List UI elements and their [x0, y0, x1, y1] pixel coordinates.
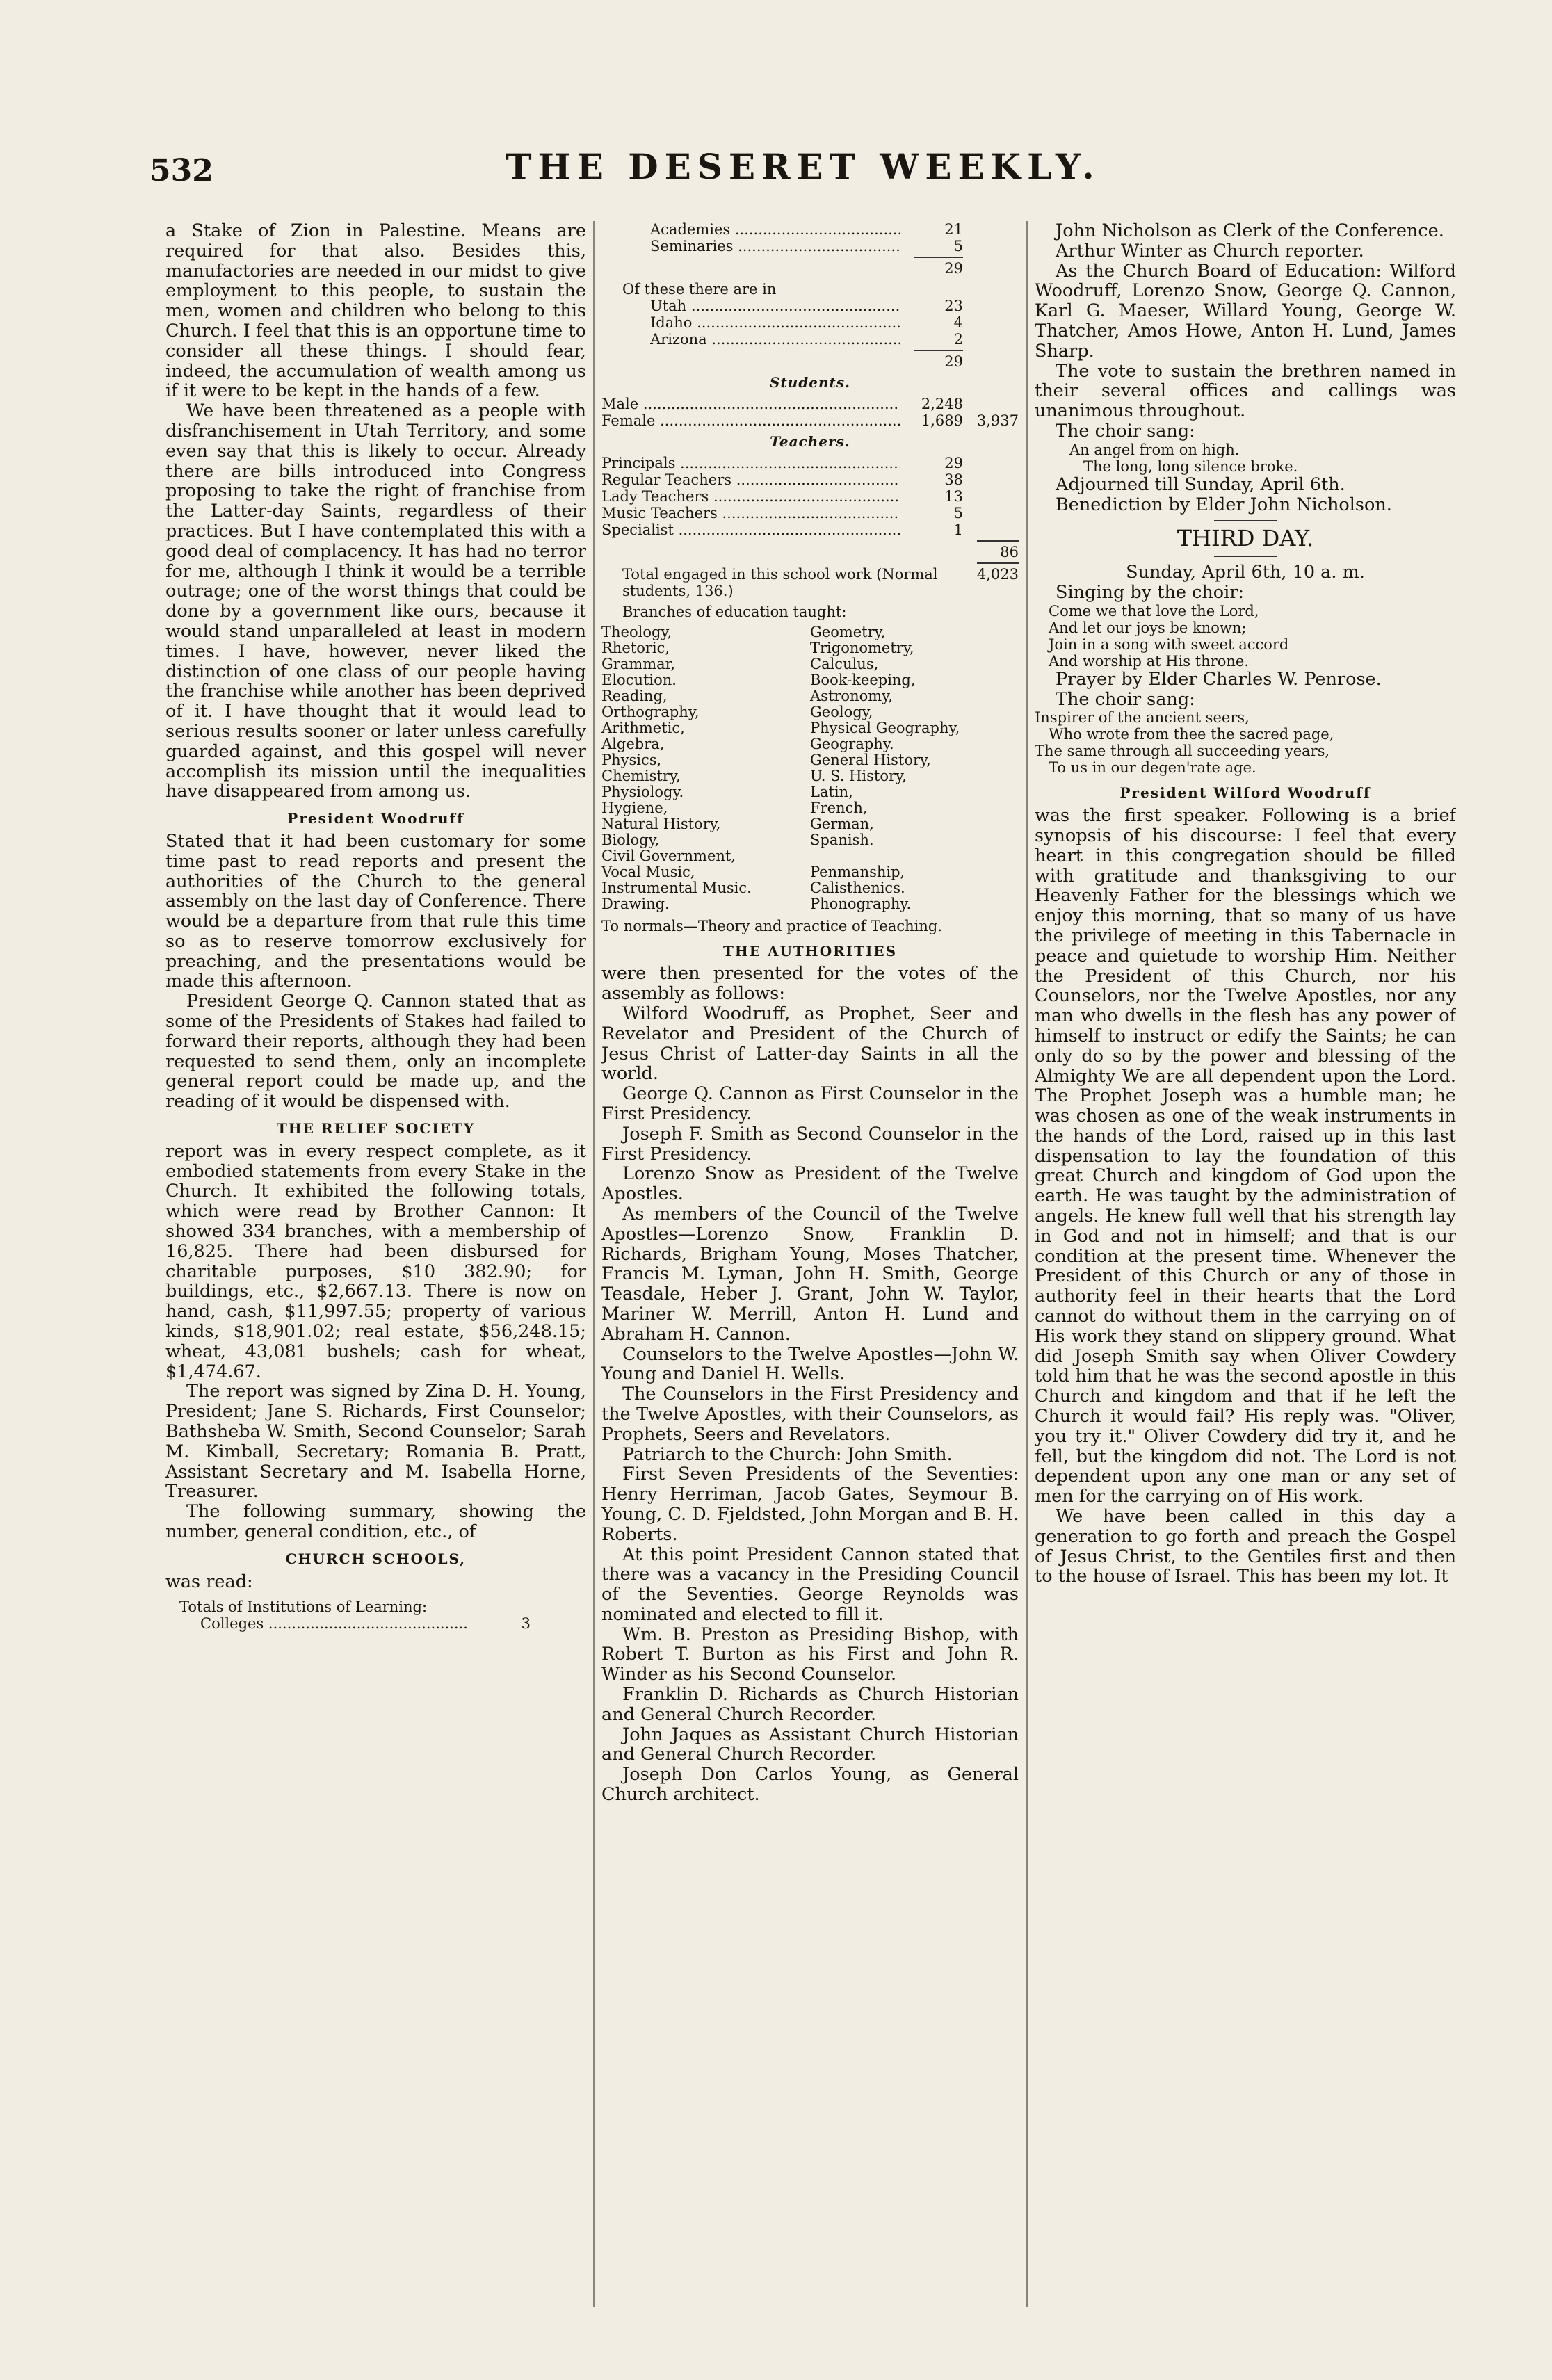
row-label: Specialist .....: [601, 521, 900, 538]
states-table: [601, 298, 1019, 370]
row-label: Total engaged in this school work (Normal students, 136.): [622, 565, 938, 599]
paragraph: The choir sang:: [1056, 420, 1195, 442]
section-heading: THE AUTHORITIES: [722, 942, 898, 960]
row-label: Lady Teachers .....: [601, 488, 900, 505]
column-2: [601, 221, 1019, 2335]
row-label: Seminaries .....: [650, 238, 900, 254]
list-item: Orthography,: [601, 703, 700, 720]
row-value: 1,689: [921, 412, 963, 429]
row-label: Male .....: [601, 396, 900, 412]
table-heading: Totals of Institutions of Learning:: [179, 1598, 428, 1616]
paragraph: Prayer by Elder Charles W. Penrose.: [1056, 668, 1382, 690]
verse-line: An angel from on high.: [1069, 441, 1240, 458]
paragraph: was read:: [165, 1571, 253, 1592]
verse-line: And worship at His throne.: [1049, 652, 1249, 670]
list-item: Latin,: [810, 783, 853, 800]
paragraph: The Counselors in the First Presidency and the Twelve Apostles, with their Counselors, as Prophets, Seers and Revelators.: [601, 1384, 1019, 1445]
verse-line: And let our joys be known;: [1049, 619, 1247, 636]
paragraph: Singing by the choir:: [1056, 581, 1245, 603]
table-row: [601, 505, 1019, 521]
paragraph: President George Q. Cannon stated that as some of the Presidents of Stakes had failed to forward their reports, although they had been requested to send them, only an incomplete general report could be made up, and the reading of it would be dispensed with.: [165, 991, 586, 1112]
verse-line: To us in our degen'rate age.: [1049, 759, 1256, 777]
page-number: 532: [149, 153, 213, 188]
verse-line: Come we that love the Lord,: [1049, 602, 1259, 620]
paragraph: report was in every respect complete, as it embodied statements from every Stake in the Church. It exhibited the following totals, which were read by Brother Cannon: It showed 334 branches, with a membership of 16,825. There had been disbursed for charitable purposes, $10 382.90; for buildings, etc., $2,667.13. There is now on hand, cash, $11,997.55; property of various kinds, $18,901.02; real estate, $56,248.15; wheat, 43,081 bushels; cash for wheat, $1,474.67.: [165, 1140, 586, 1382]
paragraph: Lorenzo Snow as President of the Twelve Apostles.: [601, 1163, 1019, 1205]
list-item: Physiology.: [601, 783, 684, 800]
section-heading: President Woodruff: [287, 810, 464, 827]
paragraph: As the Church Board of Education: Wilford Woodruff, Lorenzo Snow, George Q. Cannon, Karl G. Maeser, Willard Young, George W. Thatcher, Amos Howe, Anton H. Lund, James Sharp.: [1035, 260, 1456, 362]
table-heading: Students.: [770, 374, 850, 391]
row-value: 2: [953, 331, 963, 348]
list-item: Vocal Music,: [601, 863, 695, 880]
table-row: [650, 314, 1019, 331]
list-item: Penmanship,: [810, 863, 905, 880]
list-item: Geology,: [810, 703, 873, 720]
list-item: U. S. History,: [810, 767, 907, 784]
paragraph: Franklin D. Richards as Church Historian and General Church Recorder.: [601, 1684, 1019, 1725]
list-item: Hygiene,: [601, 799, 668, 816]
table-row: [601, 566, 1019, 599]
verse-line: Who wrote from thee the sacred page,: [1049, 726, 1334, 743]
table-row: [650, 298, 1019, 314]
table-row: [650, 238, 1019, 254]
list-item: Astronomy,: [810, 687, 893, 704]
row-value: 5: [953, 238, 963, 254]
row-label: Regular Teachers .....: [601, 471, 900, 488]
row-value: 5: [953, 504, 963, 521]
paragraph: Arthur Winter as Church reporter.: [1056, 240, 1364, 261]
section-heading: President Wilford Woodruff: [1119, 784, 1371, 802]
table-heading: Branches of education taught:: [622, 603, 847, 620]
list-item: General History,: [810, 751, 931, 768]
hymn-verse: [1035, 603, 1456, 670]
list-item: [810, 848, 1019, 864]
list-item: Natural History,: [601, 815, 721, 832]
row-value: 29: [944, 454, 963, 471]
paragraph: was the first speaker. Following is a brief synopsis of his discourse: I feel that every heart in this congregation should be filled with gratitude and thanksgiving to our Heavenly Father for the blessings which we enjoy this morning, that so many of us have the privilege of meeting in this Tabernacle in peace and quietude to worship Him. Neither the President of this Church, nor his Counselors, nor the Twelve Apostles, nor any man who dwells in the flesh has any power of himself to instruct or edify the Saints; he can only do so by the power and blessing of the Almighty We are all dependent upon the Lord. The Prophet Joseph was a humble man; he was chosen as one of the weak instruments in the hands of the Lord, raised up in this last dispensation to lay the foundation of this great Church and kingdom of God upon the earth. He was taught by the administration of angels. He knew full well that his strength lay in God and not in himself; and that is our condition at the present time. Whenever the President of this Church or any of those in authority feel in their hearts that the Lord cannot do without them in the carrying on of His work they stand on slippery ground. What did Joseph Smith say when Oliver Cowdery told him that he was the second apostle in this Church and kingdom and that if he left the Church it would fail? His reply was. "Oliver, you try it." Oliver Cowdery did try it, and he fell, but the kingdom did not. The Lord is not dependent upon any one man or any set of men for the carrying on of His work.: [1035, 805, 1456, 1507]
row-label: Academies .....: [650, 221, 900, 238]
table-row: [601, 455, 1019, 471]
paragraph: Wilford Woodruff, as Prophet, Seer and Revelator and President of the Church of Jesus Christ of Latter-day Saints in all the world.: [601, 1003, 1019, 1085]
table-row: [650, 353, 1019, 370]
paragraph: The report was signed by Zina D. H. Young, President; Jane S. Richards, First Counselor; Bathsheba W. Smith, Second Counselor; Sarah M. Kimball, Secretary; Romania B. Pratt, Assistant Secretary and M. Isabella Horne, Treasurer.: [165, 1381, 586, 1503]
list-item: Elocution.: [601, 671, 677, 688]
paragraph: a Stake of Zion in Palestine. Means are required for that also. Besides this, manufactories are needed in our midst to give employment to this people, to sustain the men, women and children who belong to this Church. I feel that this is an opportune time to consider all these things. I should fear, indeed, the accumulation of wealth among us if it were to be kept in the hands of a few.: [165, 221, 586, 402]
list-item: Civil Government,: [601, 847, 736, 864]
paragraph: As members of the Council of the Twelve Apostles—Lorenzo Snow, Franklin D. Richards, Brigham Young, Moses Thatcher, Francis M. Lyman, John H. Smith, George Teasdale, Heber J. Grant, John W. Taylor, Mariner W. Merrill, Anton H. Lund and Abraham H. Cannon.: [601, 1203, 1019, 1345]
paragraph: were then presented for the votes of the assembly as follows:: [601, 963, 1019, 1005]
page-header: [149, 146, 1457, 202]
row-label: Colleges .....: [200, 1615, 468, 1632]
table-row: [650, 221, 1019, 238]
column-rule: [1026, 221, 1028, 2307]
list-item: Physical Geography,: [810, 719, 960, 736]
list-item: Calisthenics.: [810, 879, 905, 896]
list-item: Algebra,: [601, 735, 665, 752]
table-row: [601, 521, 1019, 538]
row-label: Utah .....: [650, 298, 900, 314]
paragraph: The following summary, showing the number, general condition, etc., of: [165, 1501, 586, 1542]
list-item: Physics,: [601, 751, 662, 768]
row-total: 4,023: [976, 565, 1019, 583]
paragraph: Patriarch to the Church: John Smith.: [622, 1443, 953, 1465]
paragraph: John Nicholson as Clerk of the Conference.: [1056, 221, 1444, 241]
column-3: [1035, 221, 1456, 2335]
list-item: Phonography.: [810, 895, 912, 912]
paragraph: Benediction by Elder John Nicholson.: [1056, 494, 1392, 515]
paragraph: Adjourned till Sunday, April 6th.: [1056, 473, 1345, 495]
row-value: 13: [944, 487, 963, 505]
list-item: Spanish.: [810, 831, 874, 848]
list-item: Reading,: [601, 687, 668, 704]
list-item: German,: [810, 815, 874, 832]
list-item: Rhetoric,: [601, 639, 670, 656]
paragraph: George Q. Cannon as First Counselor in the First Presidency.: [601, 1083, 1019, 1124]
list-item: Drawing.: [601, 895, 670, 912]
list-item: Grammar,: [601, 655, 676, 672]
list-item: Theology,: [601, 623, 672, 640]
list-item: Calculus,: [810, 655, 879, 672]
table-row: [650, 331, 1019, 348]
table-row: [601, 488, 1019, 505]
paragraph: The vote to sustain the brethren named in their several offices and callings was unanimous throughout.: [1035, 360, 1456, 422]
paragraph: We have been called in this day a generation to go forth and preach the Gospel of Jesus Christ, to the Gentiles first and then to the house of Israel. This has been my lot. It: [1035, 1506, 1456, 1587]
table-row: [650, 260, 1019, 277]
list-item: Geography.: [810, 735, 894, 752]
verse-line: Inspirer of the ancient seers,: [1035, 709, 1250, 727]
row-value: 23: [944, 298, 963, 314]
table-row: [165, 1615, 586, 1632]
table-row: [601, 544, 1019, 560]
schools-table: [601, 221, 1019, 277]
table-row: [601, 412, 1019, 429]
paragraph: Joseph Don Carlos Young, as General Church architect.: [601, 1764, 1019, 1806]
section-heading: CHURCH SCHOOLS,: [285, 1550, 467, 1567]
row-label: Music Teachers .....: [601, 505, 900, 521]
table-row: [601, 471, 1019, 488]
list-item: Book-keeping,: [810, 671, 916, 688]
paragraph: First Seven Presidents of the Seventies: Henry Herriman, Jacob Gates, Seymour B. Young, C. D. Fjeldsted, John Morgan and B. H. Roberts.: [601, 1464, 1019, 1545]
list-item: Geometry,: [810, 623, 886, 640]
hymn-verse: [1035, 442, 1456, 475]
table-heading: Of these there are in: [622, 281, 777, 298]
column-rule: [593, 221, 595, 2307]
list-item: Instrumental Music.: [601, 879, 752, 896]
verse-line: Join in a song with sweet accord: [1049, 636, 1289, 653]
column-1: [165, 221, 586, 2335]
section-heading: THE RELIEF SOCIETY: [276, 1120, 476, 1138]
row-total: 29: [944, 260, 963, 277]
row-value: 38: [944, 471, 963, 488]
paragraph: We have been threatened as a people with disfranchisement in Utah Territory, and some even say that this is likely to occur. Already there are bills introduced into Congress proposing to take the right of franchise from the Latter-day Saints, regardless of their practices. But I have contemplated this with a good deal of complacency. It has had no terror for me, although I think it would be a terrible outrage; one of the worst things that could be done by a government like ours, because it would stand unparalleled at least in modern times. I have, however, never liked the distinction of one class of our people having the franchise while another has been deprived of it. I have thought that it would lead to serious results sooner or later unless carefully guarded against, and this gospel will never accomplish its mission until the inequalities have disappeared from among us.: [165, 400, 586, 802]
list-item: French,: [810, 799, 868, 816]
row-value: 3: [521, 1615, 531, 1633]
page-title: THE DESERET WEEKLY.: [506, 146, 1101, 187]
row-label: Arizona .....: [650, 331, 900, 348]
paragraph: Wm. B. Preston as Presiding Bishop, with Robert T. Burton as his First and John R. Winder as his Second Counselor.: [601, 1624, 1019, 1685]
list-item: Trigonometry,: [810, 639, 914, 656]
table-row: [601, 396, 1019, 412]
dateline: Sunday, April 6th, 10 a. m.: [1126, 562, 1365, 583]
row-total: 29: [944, 353, 963, 370]
list-item: Arithmetic,: [601, 719, 685, 736]
row-label: Female .....: [601, 412, 900, 429]
verse-line: The long, long silence broke.: [1083, 458, 1298, 475]
section-heading: THIRD DAY.: [1177, 525, 1314, 552]
paragraph: Counselors to the Twelve Apostles—John W. Young and Daniel H. Wells.: [601, 1343, 1019, 1385]
branches-list: [601, 624, 1019, 912]
row-value: 2,248: [921, 395, 963, 412]
row-total: 3,937: [976, 412, 1019, 429]
row-label: Principals .....: [601, 455, 900, 471]
paragraph: Joseph F. Smith as Second Counselor in the First Presidency.: [601, 1123, 1019, 1165]
row-value: 1: [953, 521, 963, 538]
list-item: Chemistry,: [601, 767, 681, 784]
verse-line: The same through all succeeding years,: [1035, 743, 1330, 760]
paragraph: John Jaques as Assistant Church Historian and General Church Recorder.: [601, 1724, 1019, 1765]
hymn-verse: [1035, 709, 1456, 776]
paragraph: To normals—Theory and practice of Teaching.: [601, 917, 943, 934]
list-item: Biology,: [601, 831, 660, 848]
row-label: Idaho .....: [650, 314, 900, 331]
row-total: 86: [1000, 543, 1019, 560]
paragraph: The choir sang:: [1056, 688, 1195, 710]
paragraph: At this point President Cannon stated that there was a vacancy in the Presiding Council of the Seventies. George Reynolds was nominated and elected to fill it.: [601, 1544, 1019, 1625]
paragraph: Stated that it had been customary for some time past to read reports and present the authorities of the Church to the general assembly on the last day of Conference. There would be a departure from that rule this time so as to reserve tomorrow exclusively for preaching, and the presentations would be made this afternoon.: [165, 830, 586, 992]
row-value: 21: [944, 221, 963, 238]
row-value: 4: [953, 314, 963, 331]
table-heading: Teachers.: [770, 432, 850, 450]
